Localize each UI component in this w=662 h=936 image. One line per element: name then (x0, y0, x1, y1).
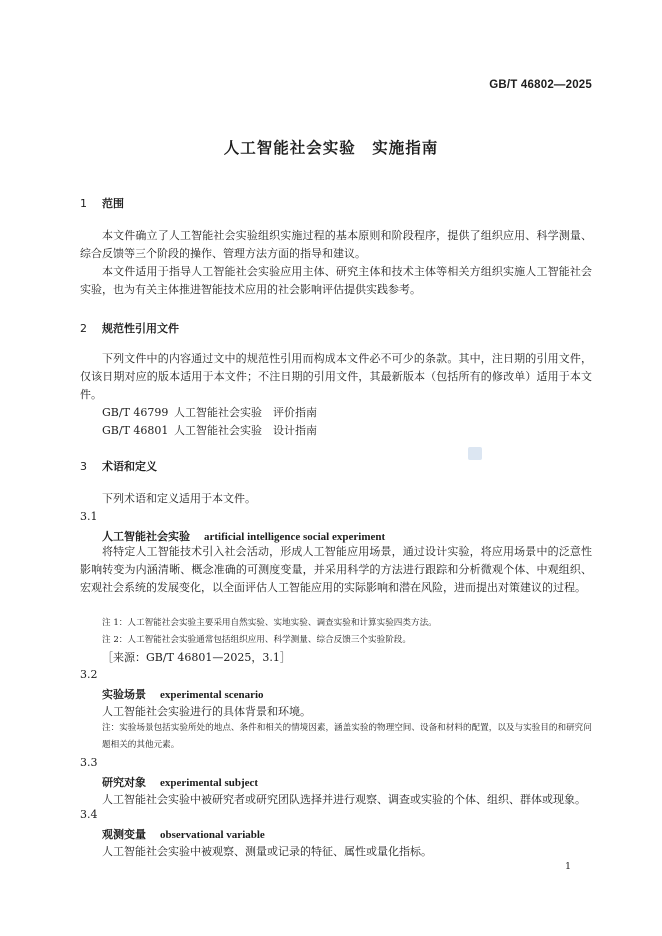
term-definition: 人工智能社会实验进行的具体背景和环境。 (102, 705, 311, 718)
section-number: 3 (80, 460, 87, 473)
watermark-stamp (468, 447, 482, 460)
scope-paragraph-1: 本文件确立了人工智能社会实验组织实施过程的基本原则和阶段程序，提供了组织应用、科学测量、综合反馈等三个阶段的操作、管理方法方面的指导和建议。 (80, 229, 592, 260)
section-number: 2 (80, 322, 87, 335)
term-definition: 将特定人工智能技术引入社会活动，形成人工智能应用场景，通过设计实验，将应用场景中的泛意性影响转变为内涵清晰、概念准确的可测度变量，并采用科学的方法进行跟踪和分析微观个体、中观组织、宏观社会系统的发展变化，以全面评估人工智能应用的实际影响和潜在风险，进而提出对策建议的过程。 (80, 545, 592, 594)
standard-number: GB/T 46802—2025 (489, 79, 592, 91)
reference-title: 人工智能社会实验 评价指南 (174, 406, 317, 419)
term-name-zh: 实验场景 (102, 688, 146, 701)
term-name (102, 774, 258, 790)
section-1-heading (80, 195, 124, 211)
term-name (102, 826, 265, 842)
terms-intro: 下列术语和定义适用于本文件。 (102, 492, 256, 505)
section-3-heading (80, 458, 157, 474)
term-number: 3.1 (80, 510, 98, 523)
normative-refs-paragraph: 下列文件中的内容通过文中的规范性引用而构成本文件必不可少的条款。其中，注日期的引用文件，仅该日期对应的版本适用于本文件；不注日期的引用文件，其最新版本（包括所有的修改单）适用于本文件。 (80, 352, 592, 401)
section-title: 规范性引用文件 (102, 322, 179, 335)
term-definition: 人工智能社会实验中被观察、测量或记录的特征、属性或量化指标。 (102, 845, 432, 858)
page-number: 1 (564, 861, 571, 872)
term-number: 3.3 (80, 756, 98, 769)
section-title: 范围 (102, 197, 124, 210)
term-source: ［来源：GB/T 46801—2025，3.1］ (102, 651, 291, 664)
term-note: 注 1：人工智能社会实验主要采用自然实验、实地实验、调查实验和计算实验四类方法。 (102, 618, 437, 628)
term-name (102, 686, 264, 702)
section-title: 术语和定义 (102, 460, 157, 473)
section-number: 1 (80, 197, 87, 210)
reference-code: GB/T 46801 (102, 424, 169, 437)
term-name (102, 528, 385, 544)
term-name-en: experimental subject (160, 777, 259, 789)
term-name-en: observational variable (160, 829, 265, 841)
term-number: 3.4 (80, 808, 98, 821)
reference-item (102, 404, 317, 420)
term-note: 注：实验场景包括实验所处的地点、条件和相关的情境因素，涵盖实验的物理空间、设备和材料的配置，以及与实验目的和研究问题相关的其他元素。 (102, 723, 592, 750)
reference-code: GB/T 46799 (102, 406, 169, 419)
term-note: 注 2：人工智能社会实验通常包括组织应用、科学测量、综合反馈三个实验阶段。 (102, 635, 411, 645)
term-definition: 人工智能社会实验中被研究者或研究团队选择并进行观察、调查或实验的个体、组织、群体或现象。 (102, 793, 586, 806)
reference-item (102, 422, 317, 438)
term-number: 3.2 (80, 668, 98, 681)
document-title: 人工智能社会实验 实施指南 (223, 139, 439, 157)
reference-title: 人工智能社会实验 设计指南 (174, 424, 317, 437)
term-name-en: experimental scenario (160, 689, 264, 701)
term-name-zh: 人工智能社会实验 (102, 530, 190, 543)
scope-paragraph-2: 本文件适用于指导人工智能社会实验应用主体、研究主体和技术主体等相关方组织实施人工智能社会实验，也为有关主体推进智能技术应用的社会影响评估提供实践参考。 (80, 265, 592, 296)
section-2-heading (80, 320, 179, 336)
term-name-zh: 观测变量 (102, 828, 146, 841)
term-name-zh: 研究对象 (102, 776, 146, 789)
term-name-en: artificial intelligence social experiment (204, 531, 386, 543)
